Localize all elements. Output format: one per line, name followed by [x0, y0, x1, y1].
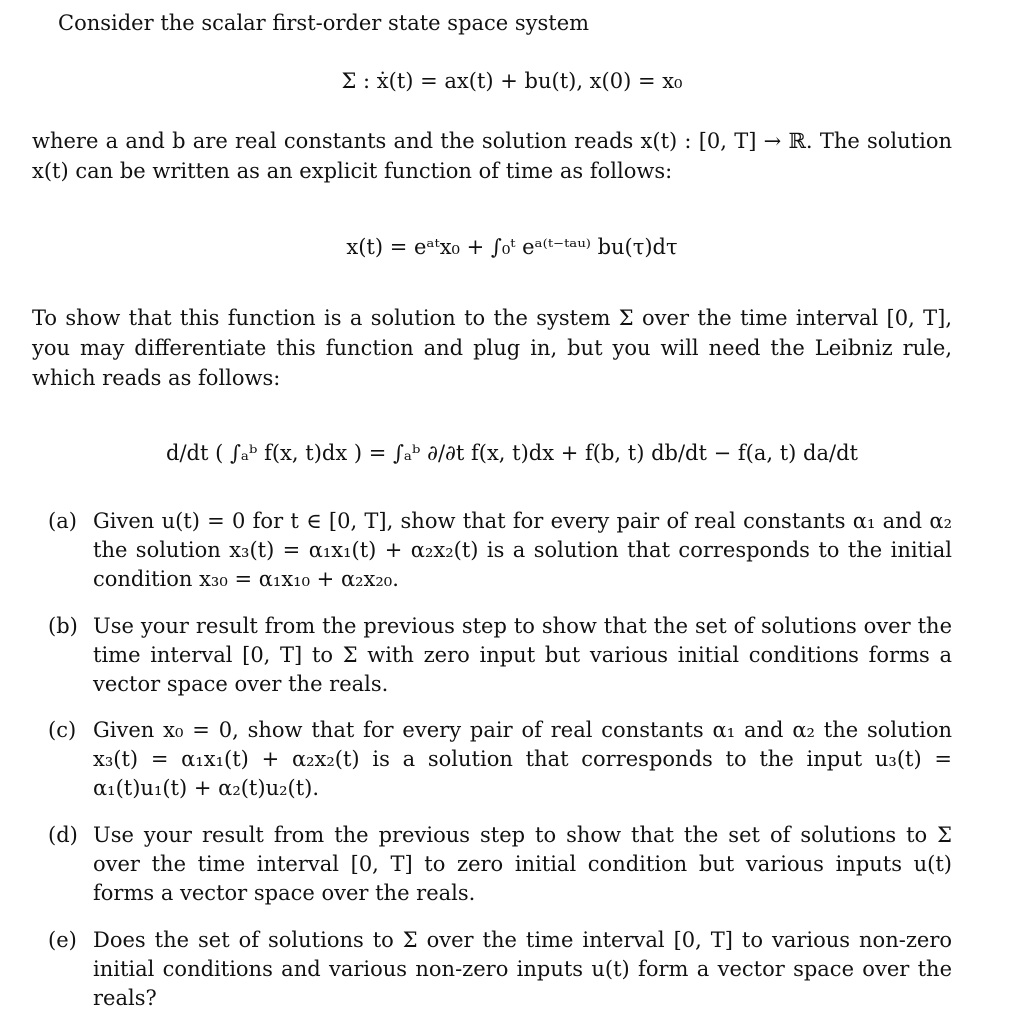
leibniz-rule-equation: d/dt ( ∫ₐᵇ f(x, t)dx ) = ∫ₐᵇ ∂/∂t f(x, t)dx + f(b, t) db/dt − f(a, t) da/dt	[166, 441, 858, 465]
part-c-text: Given x₀ = 0, show that for every pair of real constants α₁ and α₂ the solution x₃(t) = α₁x₁(t) + α₂x₂(t) is a solution that corresponds to the input u₃(t) = α₁(t)u₁(t) + α₂(t)u₂(t).	[93, 718, 952, 800]
part-b	[48, 612, 952, 699]
part-e-text: Does the set of solutions to Σ over the time interval [0, T] to various non-zero initial conditions and various non-zero inputs u(t) form a vector space over the reals?	[93, 928, 952, 1010]
system-equation: Σ : ẋ(t) = ax(t) + bu(t), x(0) = x₀	[341, 69, 683, 93]
part-a	[48, 507, 952, 594]
part-e	[48, 926, 952, 1013]
part-e-label: (e)	[48, 928, 77, 952]
part-d-text: Use your result from the previous step to show that the set of solutions to Σ over the time interval [0, T] to zero initial condition but various inputs u(t) forms a vector space over the reals.	[93, 823, 952, 905]
intro-where-text: where a and b are real constants and the solution reads x(t) : [0, T] → ℝ. The solution x(t) can be written as an explicit function of time as follows:	[32, 129, 952, 183]
part-d	[48, 821, 952, 908]
part-d-label: (d)	[48, 823, 78, 847]
part-a-label: (a)	[48, 509, 77, 533]
part-b-label: (b)	[48, 614, 78, 638]
part-c-label: (c)	[48, 718, 77, 742]
part-c	[48, 716, 952, 803]
solution-equation: x(t) = eᵃᵗx₀ + ∫₀ᵗ eᵃ⁽ᵗ⁻ᵗᵃᵘ⁾ bu(τ)dτ	[346, 235, 678, 259]
intro-to-show-text: To show that this function is a solution to the system Σ over the time interval [0, T], you may differentiate this function and plug in, but you will need the Leibniz rule, which reads as follows:	[32, 306, 952, 390]
part-b-text: Use your result from the previous step to show that the set of solutions over the time interval [0, T] to Σ with zero input but various initial conditions forms a vector space over the reals.	[93, 614, 952, 696]
part-a-text: Given u(t) = 0 for t ∈ [0, T], show that for every pair of real constants α₁ and α₂ the solution x₃(t) = α₁x₁(t) + α₂x₂(t) is a solution that corresponds to the initial condition x₃₀ = α₁x₁₀ + α₂x₂₀.	[93, 509, 952, 591]
intro-consider: Consider the scalar first-order state space system	[58, 11, 590, 35]
